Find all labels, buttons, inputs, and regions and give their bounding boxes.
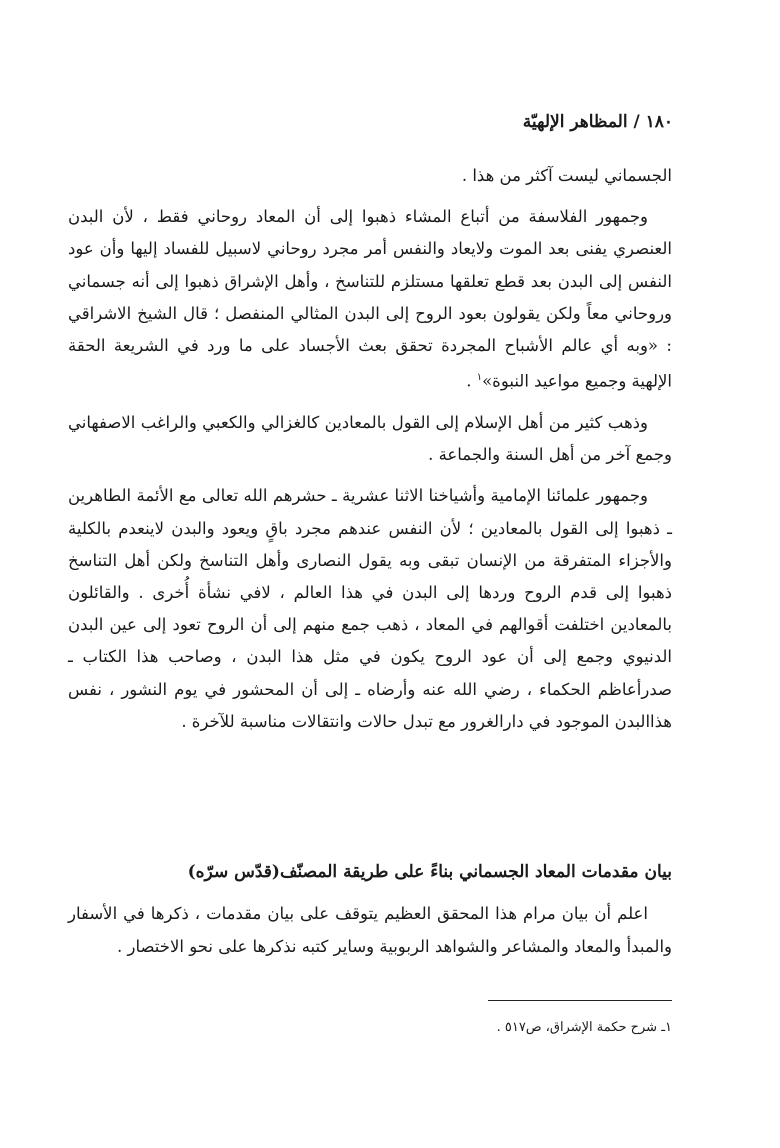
section-paragraph: اعلم أن بيان مرام هذا المحقق العظيم يتوقف على بيان مقدمات ، ذكرها في الأسفار والمبدأ والمعاد والمشاعر والشواهد الربوبية وساير كتبه نذكرها على نحو الاختصار .	[68, 904, 672, 956]
footnote: ١ـ شرح حكمة الإشراق، ص٥١٧ .	[496, 1020, 672, 1035]
paragraph: وجمهور علمائنا الإمامية وأشياخنا الاثنا عشرية ـ حشرهم الله تعالى مع الأئمة الطاهرين ـ ذهبوا إلى القول بالمعادين ؛ لأن النفس عندهم مجرد باقٍ ويعود والبدن لاينعدم بالكلية والأجزاء المتفرقة من الإنسان تبقى وبه يقول النصارى وأهل التناسخ ولكن أهل التناسخ ذهبوا إلى قدم الروح وردها إلى البدن في هذا العالم ، لافي نشأة أُخرى . والقائلون بالمعادين اختلفت أقوالهم في المعاد ، ذهب جمع منهم إلى أن الروح تعود إلى عين البدن الدنيوي وجمع إلى أن عود الروح يكون في مثل هذا البدن ، وصاحب هذا الكتاب ـ صدرأعاظم الحكماء ، رضي الله عنه وأرضاه ـ إلى أن المحشور في يوم النشور ، نفس هذاالبدن الموجود في دارالغرور مع تبدل حالات وانتقالات مناسبة للآخرة .	[68, 486, 672, 731]
running-head: ١٨٠ / المظاهر الإلهيّة	[522, 112, 673, 132]
footnote-divider	[488, 1000, 672, 1001]
paragraph-text: وجمهور الفلاسفة من أتباع المشاء ذهبوا إلى أن المعاد روحاني فقط ، لأن البدن العنصري يفنى بعد الموت ولايعاد والنفس أمر مجرد روحاني لاسبيل للفساد إليها وأن عود النفس إلى البدن بعد قطع تعلقها مستلزم للتناسخ ، وأهل الإشراق ذهبوا إلى أنه جسماني وروحاني معاً ولكن يقولون بعود الروح إلى البدن المثالي المنفصل ؛ قال الشيخ الاشراقي : «وبه أي عالم الأشباح المجردة تحقق بعث الأجساد على ما ورد في الشريعة الحقة الإلهية وجميع مواعيد النبوة»	[68, 207, 672, 391]
paragraph: الجسماني ليست آكثر من هذا .	[461, 166, 672, 185]
main-text	[68, 160, 672, 747]
section-heading: بيان مقدمات المعاد الجسماني بناءً على طريقة المصنّف(قدّس سرّه)	[187, 862, 672, 882]
paragraph-text-end: .	[466, 371, 477, 391]
paragraph: وذهب كثير من أهل الإسلام إلى القول بالمعادين كالغزالي والكعبي والراغب الاصفهاني وجمع آخر من أهل السنة والجماعة .	[68, 412, 672, 465]
footnote-reference[interactable]: ١	[476, 372, 483, 384]
paragraph	[68, 201, 672, 398]
